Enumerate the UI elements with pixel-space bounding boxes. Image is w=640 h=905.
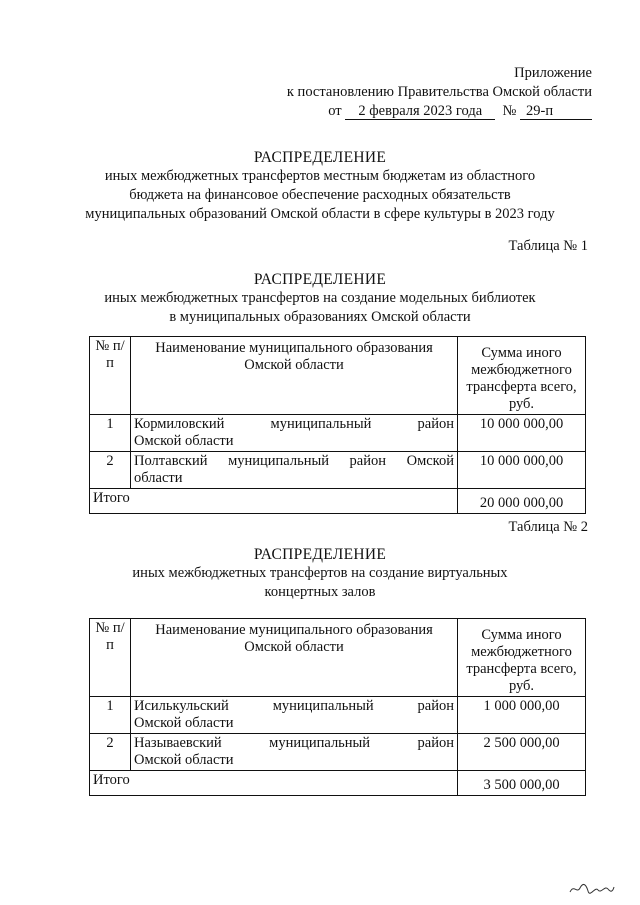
table-row: 1 Исилькульский муниципальный район Омской области 1 000 000,00 xyxy=(90,697,586,734)
table2-label: Таблица № 2 xyxy=(508,519,588,535)
header-name: Наименование муниципального образования Омской области xyxy=(131,619,458,697)
appendix-number: 29-п xyxy=(520,103,592,120)
appendix-date: 2 февраля 2023 года xyxy=(345,103,495,120)
table-header-row xyxy=(90,619,586,697)
header-sum: Сумма иного межбюджетного трансферта всего, руб. xyxy=(458,337,586,415)
header-sum: Сумма иного межбюджетного трансферта всего, руб. xyxy=(458,619,586,697)
appendix-resolution: к постановлению Правительства Омской области xyxy=(286,84,592,100)
table-row: 2 Называевский муниципальный район Омской области 2 500 000,00 xyxy=(90,734,586,771)
header-num: № п/п xyxy=(90,619,131,697)
table-header-row xyxy=(90,337,586,415)
table2-title: РАСПРЕДЕЛЕНИЕ иных межбюджетных трансфертов на создание виртуальных концертных залов xyxy=(132,546,508,600)
table-row: 2 Полтавский муниципальный район Омской области 10 000 000,00 xyxy=(90,452,586,489)
handwritten-initials xyxy=(568,880,616,896)
table1-label: Таблица № 1 xyxy=(508,238,588,254)
table-total-row: Итого 3 500 000,00 xyxy=(90,771,586,796)
table1 xyxy=(89,336,586,514)
appendix-title: Приложение xyxy=(514,65,592,81)
main-heading: РАСПРЕДЕЛЕНИЕ xyxy=(253,149,387,166)
table2 xyxy=(89,618,586,796)
header-num: № п/п xyxy=(90,337,131,415)
header-name: Наименование муниципального образования Омской области xyxy=(131,337,458,415)
table-total-row: Итого 20 000 000,00 xyxy=(90,489,586,514)
table-row: 1 Кормиловский муниципальный район Омской области 10 000 000,00 xyxy=(90,415,586,452)
appendix-block xyxy=(287,64,592,121)
main-title: РАСПРЕДЕЛЕНИЕ иных межбюджетных трансфертов местным бюджетам из областного бюджета на финансовое обеспечение расходных обязательств муниципальных образований Омской области в сфере культуры в 2023 году xyxy=(60,148,580,224)
table1-title: РАСПРЕДЕЛЕНИЕ иных межбюджетных трансфертов на создание модельных библиотек в муниципальных образованиях Омской области xyxy=(104,271,536,325)
appendix-date-line: от 2 февраля 2023 года № 29-п xyxy=(287,102,592,121)
